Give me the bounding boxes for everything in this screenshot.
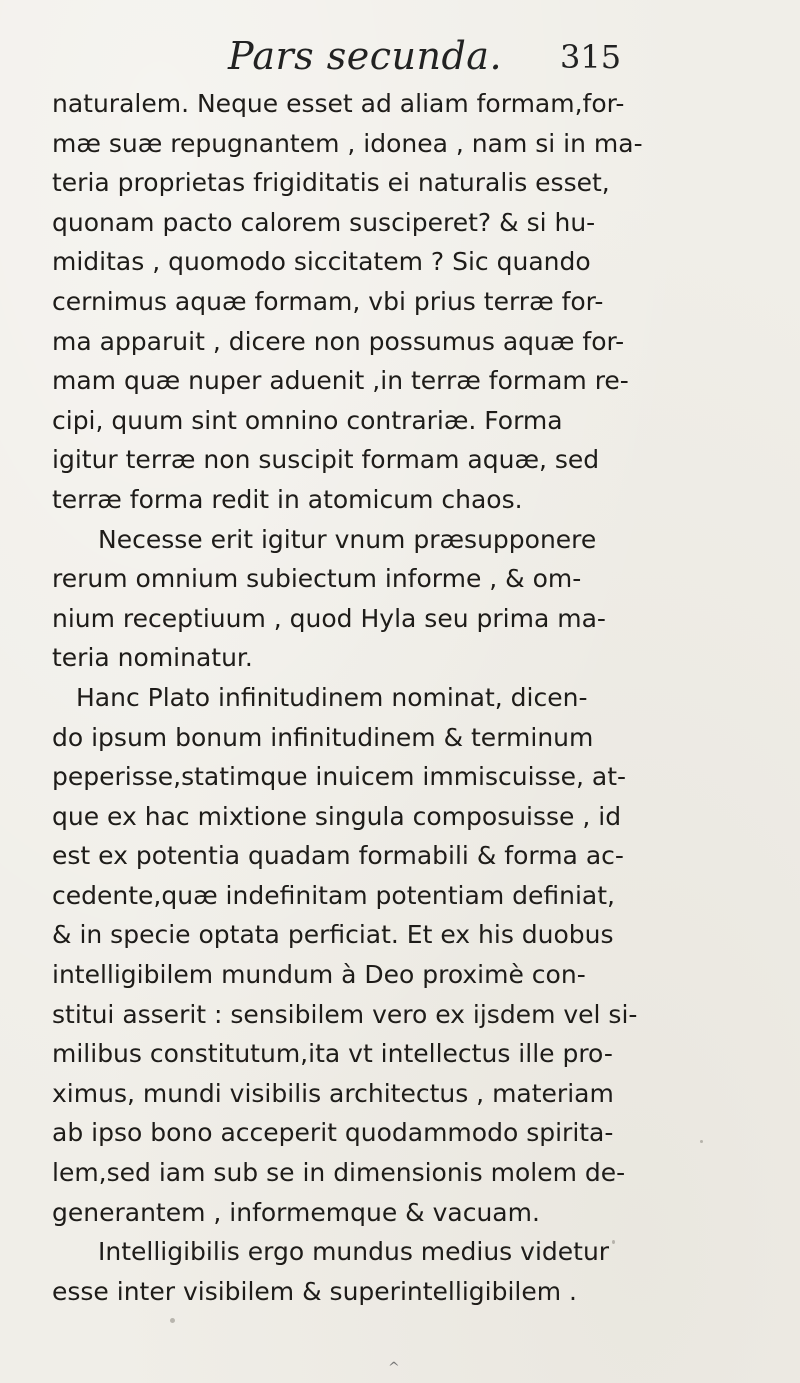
text-line: nium receptiuum , quod Hyla seu prima ma- — [52, 603, 606, 633]
text-line: igitur terræ non suscipit formam aquæ, sed — [52, 445, 600, 475]
page-number: 315 — [560, 38, 622, 76]
body-text — [52, 84, 770, 1311]
text-line: quonam pacto calorem susciperet? & si hu- — [52, 207, 596, 237]
text-line: generantem , informemque & vacuam. — [52, 1197, 540, 1227]
footer-mark: ^ — [388, 1360, 400, 1376]
paper-speck — [700, 1140, 703, 1143]
text-line: peperisse,statimque inuicem immiscuisse, at- — [52, 762, 627, 792]
text-line: ab ipso bono acceperit quodammodo spirita- — [52, 1118, 614, 1148]
text-line: ximus, mundi visibilis architectus , materiam — [52, 1078, 614, 1108]
text-line: rerum omnium subiectum informe , & om- — [52, 564, 582, 594]
text-line: naturalem. Neque esset ad aliam formam,for- — [52, 89, 625, 118]
text-line: milibus constitutum,ita vt intellectus ille pro- — [52, 1039, 613, 1069]
paragraph-start-line: Intelligibilis ergo mundus medius videtur — [98, 1237, 610, 1267]
text-line: & in specie optata perficiat. Et ex his duobus — [52, 920, 614, 950]
text-line: mæ suæ repugnantem , idonea , nam si in ma- — [52, 128, 643, 158]
text-line: intelligibilem mundum à Deo proximè con- — [52, 960, 586, 990]
text-line: terræ forma redit in atomicum chaos. — [52, 484, 523, 514]
text-line: que ex hac mixtione singula composuisse , id — [52, 801, 622, 831]
text-line: teria proprietas frigiditatis ei naturalis esset, — [52, 168, 610, 198]
text-line: stitui asserit : sensibilem vero ex ijsdem vel si- — [52, 999, 638, 1029]
paper-speck — [612, 1240, 615, 1244]
text-line: do ipsum bonum infinitudinem & terminum — [52, 722, 594, 752]
text-line: est ex potentia quadam formabili & forma ac- — [52, 841, 624, 871]
text-line: cipi, quum sint omnino contrariæ. Forma — [52, 405, 563, 435]
text-line: teria nominatur. — [52, 643, 253, 673]
text-line: cedente,quæ indefinitam potentiam definiat, — [52, 880, 615, 910]
text-line: ma apparuit , dicere non possumus aquæ for- — [52, 326, 625, 356]
running-title: Pars secunda. — [228, 34, 503, 78]
paragraph-start-line: Hanc Plato infinitudinem nominat, dicen- — [76, 682, 588, 712]
text-line: lem,sed iam sub se in dimensionis molem de- — [52, 1158, 626, 1188]
text-line: miditas , quomodo siccitatem ? Sic quando — [52, 247, 591, 277]
paper-speck — [170, 1318, 175, 1323]
text-line: esse inter visibilem & superintelligibilem . — [52, 1276, 577, 1306]
text-line: cernimus aquæ formam, vbi prius terræ for- — [52, 286, 604, 316]
text-line: mam quæ nuper aduenit ,in terræ formam re- — [52, 366, 629, 396]
page-header — [0, 30, 800, 76]
paragraph-start-line: Necesse erit igitur vnum præsupponere — [98, 524, 597, 554]
